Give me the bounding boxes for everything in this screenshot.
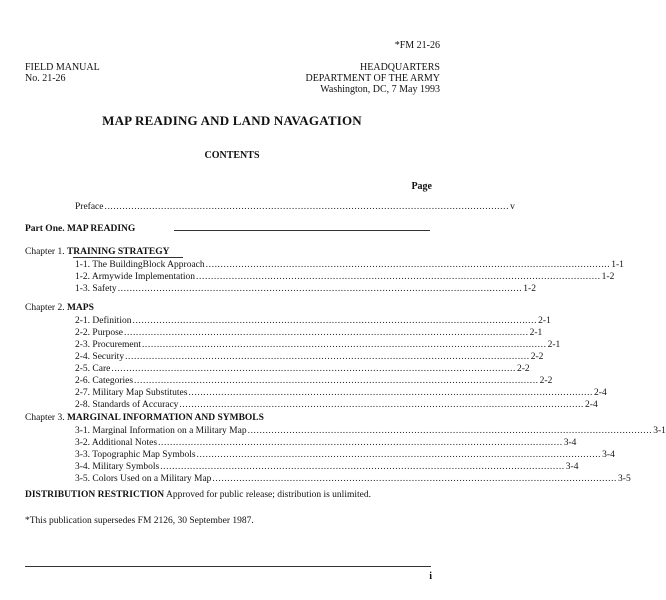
- toc-entry[interactable]: [75, 425, 666, 437]
- toc-entry[interactable]: [75, 473, 631, 485]
- chapter-underline: [73, 257, 183, 258]
- dot-leader: ........................................................................................................................................: [188, 388, 594, 398]
- toc-entry-page: v: [510, 202, 515, 212]
- toc-entry[interactable]: [75, 327, 543, 339]
- toc-entry[interactable]: [75, 437, 577, 449]
- footer-divider: [25, 566, 431, 567]
- dot-leader: ........................................................................................................................................: [212, 474, 618, 484]
- chapter-prefix: Chapter 3.: [25, 413, 65, 423]
- toc-entry-page: 3-4: [563, 438, 577, 448]
- toc-entry-page: 3-4: [602, 450, 615, 460]
- header-right: [305, 62, 440, 95]
- dot-leader: ........................................................................................................................................: [196, 450, 602, 460]
- toc-entry-page: 2-2: [539, 376, 553, 386]
- toc-entry-label: 1-1. The BuildingBlock Approach: [75, 260, 205, 270]
- toc-entry-label: 1-3. Safety: [75, 284, 117, 294]
- chapter-prefix: Chapter 2.: [25, 303, 65, 313]
- toc-entry-label: 2-4. Security: [75, 352, 125, 362]
- page-number: i: [429, 571, 432, 582]
- chapter-title: TRAINING STRATEGY: [66, 247, 170, 257]
- toc-entry-page: 3-1: [653, 426, 666, 436]
- document-title: MAP READING AND LAND NAVAGATION: [102, 113, 362, 128]
- chapter-heading: [25, 303, 94, 313]
- toc-entry-label: 2-8. Standards of Accuracy: [75, 400, 179, 410]
- document-id: *FM 21-26: [394, 40, 440, 51]
- toc-entry[interactable]: [75, 449, 615, 461]
- dot-leader: ........................................................................................................................................: [111, 364, 516, 374]
- toc-entry-page: 2-4: [594, 388, 607, 398]
- toc-entry-page: 2-2: [516, 364, 530, 374]
- chapter-prefix: Chapter 1.: [25, 247, 65, 257]
- chapter-heading: [25, 413, 264, 423]
- toc-entry-label: 2-3. Procurement: [75, 340, 141, 350]
- chapter-title: MARGINAL INFORMATION AND SYMBOLS: [66, 413, 264, 423]
- dot-leader: ........................................................................................................................................: [158, 438, 563, 448]
- toc-entry[interactable]: [75, 315, 551, 327]
- supersedes-note: *This publication supersedes FM 2126, 30 September 1987.: [25, 516, 254, 526]
- dot-leader: ........................................................................................................................................: [117, 284, 523, 294]
- toc-entry-page: 2-4: [585, 400, 598, 410]
- toc-entry-label: 2-2. Purpose: [75, 328, 124, 338]
- dot-leader: ........................................................................................................................................: [124, 328, 529, 338]
- toc-entry-page: 2-1: [538, 316, 551, 326]
- toc-entry-page: 3-5: [618, 474, 631, 484]
- distribution-label: DISTRIBUTION RESTRICTION: [25, 490, 165, 500]
- dot-leader: ........................................................................................................................................: [179, 400, 585, 410]
- toc-entry-label: 2-1. Definition: [75, 316, 132, 326]
- toc-entry[interactable]: [75, 387, 607, 399]
- dot-leader: ........................................................................................................................................: [104, 202, 510, 212]
- publication-date: Washington, DC, 7 May 1993: [320, 84, 440, 95]
- toc-entry-page: 2-2: [530, 352, 544, 362]
- toc-entry-page: 2-1: [529, 328, 543, 338]
- toc-entry[interactable]: [75, 399, 598, 411]
- chapter-heading: [25, 247, 169, 257]
- toc-entry-label: 3-2. Additional Notes: [75, 438, 158, 448]
- toc-entry[interactable]: [75, 339, 561, 351]
- toc-entry-page: 1-1: [611, 260, 624, 270]
- toc-entry-label: 2-6. Categories: [75, 376, 134, 386]
- toc-entry-label: 3-4. Military Symbols: [75, 462, 160, 472]
- chapter-title: MAPS: [66, 303, 94, 313]
- toc-entry-page: 1-2: [523, 284, 536, 294]
- toc-entry[interactable]: [75, 271, 615, 283]
- toc-entry[interactable]: [75, 375, 553, 387]
- distribution-text: Approved for public release; distribution is unlimited.: [164, 490, 371, 500]
- toc-entry-preface[interactable]: [75, 201, 515, 213]
- dot-leader: ........................................................................................................................................: [196, 272, 601, 282]
- toc-entry[interactable]: [75, 363, 530, 375]
- distribution-restriction: [25, 490, 371, 500]
- toc-entry[interactable]: [75, 259, 624, 271]
- dot-leader: ........................................................................................................................................: [141, 340, 547, 350]
- manual-number: No. 21-26: [25, 73, 66, 84]
- toc-entry-label: Preface: [75, 202, 104, 212]
- part-heading: Part One. MAP READING: [25, 224, 136, 234]
- toc-entry-label: 2-7. Military Map Substitutes: [75, 388, 188, 398]
- toc-entry-page: 3-4: [565, 462, 579, 472]
- dot-leader: ........................................................................................................................................: [160, 462, 565, 472]
- dot-leader: ........................................................................................................................................: [134, 376, 539, 386]
- toc-entry[interactable]: [75, 283, 536, 295]
- toc-entry-page: 2-1: [547, 340, 561, 350]
- toc-entry[interactable]: [75, 461, 579, 473]
- toc-entry-label: 3-3. Topographic Map Symbols: [75, 450, 196, 460]
- headquarters-label: HEADQUARTERS: [360, 62, 440, 73]
- toc-entry[interactable]: [75, 351, 544, 363]
- department-label: DEPARTMENT OF THE ARMY: [305, 73, 440, 84]
- contents-heading: CONTENTS: [204, 150, 260, 161]
- toc-entry-label: 2-5. Care: [75, 364, 111, 374]
- toc-entry-label: 3-1. Marginal Information on a Military Map: [75, 426, 247, 436]
- field-manual-label: FIELD MANUAL: [25, 62, 100, 73]
- page-column-label: Page: [411, 181, 432, 192]
- part-divider: [174, 230, 430, 231]
- toc-entry-page: 1-2: [601, 272, 615, 282]
- header-left: [25, 62, 100, 84]
- dot-leader: ........................................................................................................................................: [132, 316, 538, 326]
- toc-entry-label: 1-2. Armywide Implementation: [75, 272, 196, 282]
- dot-leader: ........................................................................................................................................: [125, 352, 530, 362]
- toc-entry-label: 3-5. Colors Used on a Military Map: [75, 474, 212, 484]
- dot-leader: ........................................................................................................................................: [247, 426, 653, 436]
- dot-leader: ........................................................................................................................................: [205, 260, 611, 270]
